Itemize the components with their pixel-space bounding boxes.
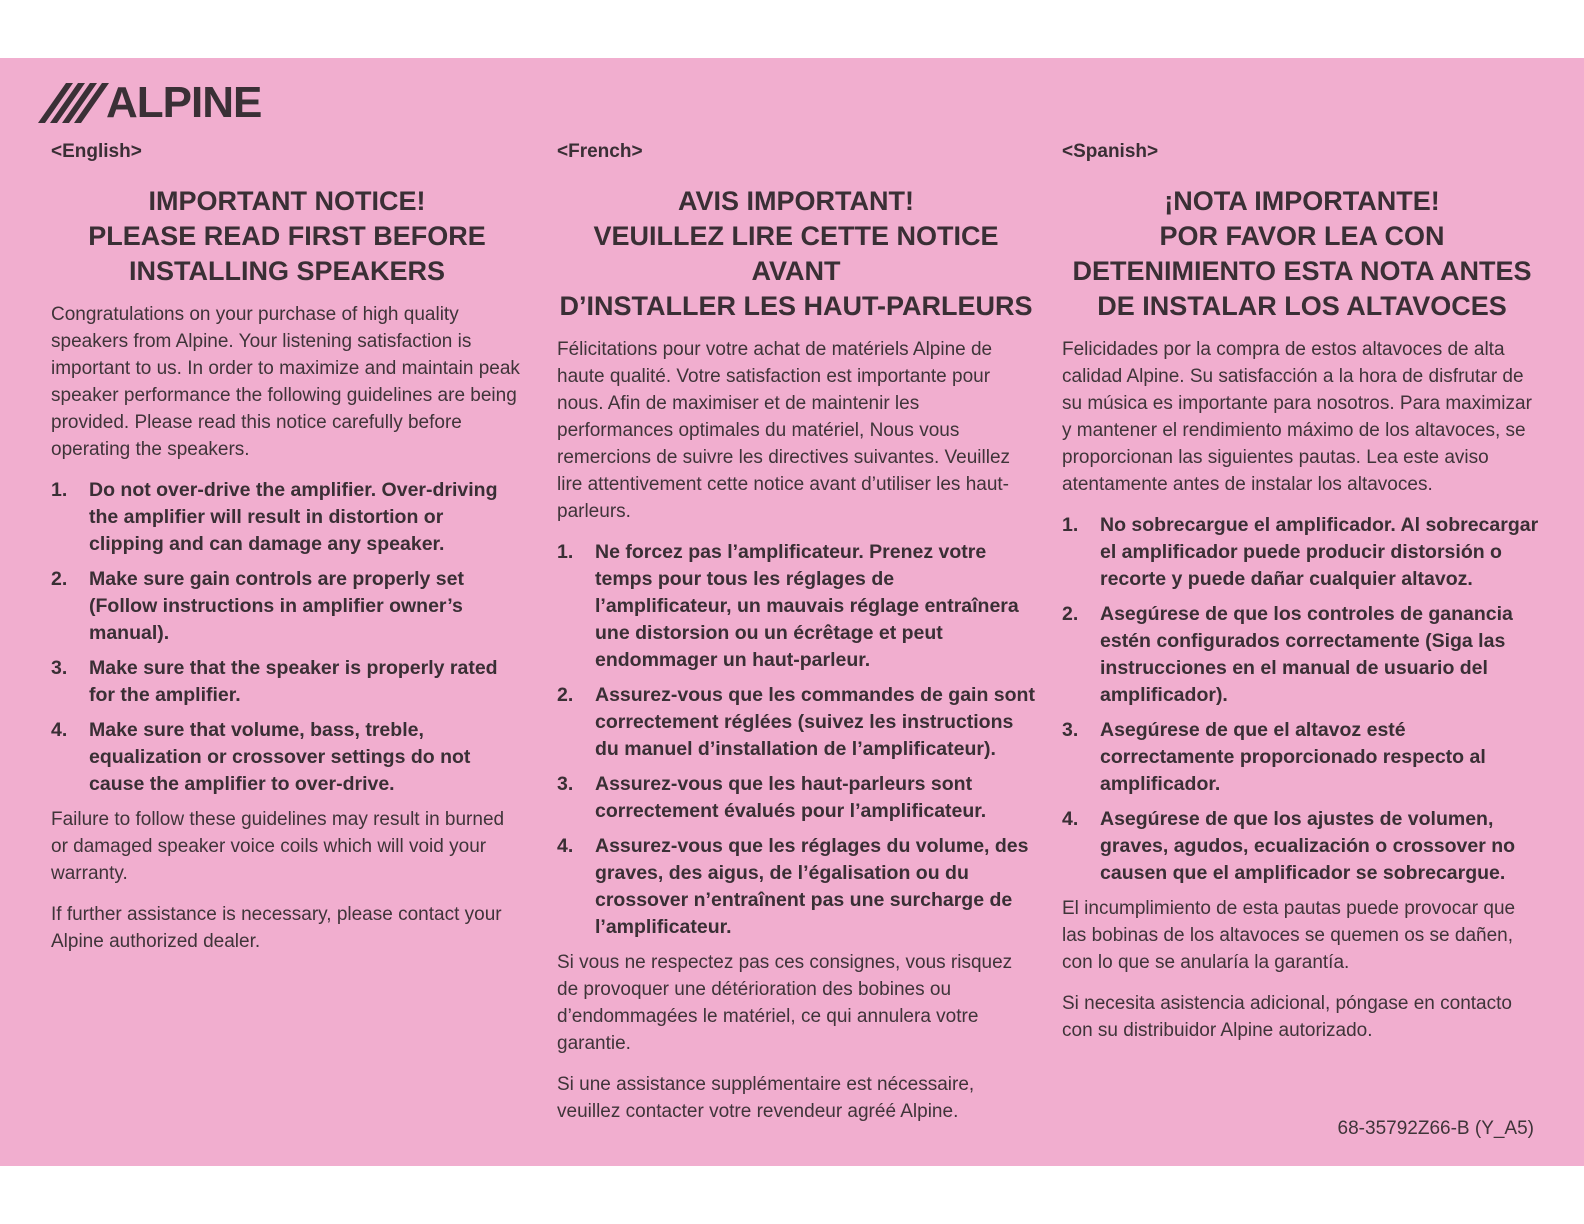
list-item: 3. Assurez-vous que les haut-parleurs sont correctement évalués pour l’amplificateur. <box>557 773 987 822</box>
list-item: 1. Do not over-drive the amplifier. Over-driving the amplifier will result in distortion or clipping and can damage any speaker. <box>51 479 498 555</box>
list-item: 3. Asegúrese de que el altavoz esté correctamente proporcionado respecto al amplificador. <box>1062 719 1486 795</box>
document-code: 68-35792Z66-B (Y_A5) <box>1337 1118 1534 1139</box>
heading-line: D’INSTALLER LES HAUT-PARLEURS <box>559 291 1033 321</box>
notice-heading <box>51 184 523 289</box>
guideline-list <box>557 539 1035 941</box>
contact-paragraph: Si necesita asistencia adicional, póngase en contacto con su distribuidor Alpine autorizado. <box>1062 993 1512 1041</box>
list-item: 3. Make sure that the speaker is properly rated for the amplifier. <box>51 657 498 706</box>
intro-paragraph: Congratulations on your purchase of high quality speakers from Alpine. Your listening satisfaction is important to us. In order to maximize and maintain peak speaker performance the following guidelines are being provided. Please read this notice carefully before operating the speakers. <box>51 304 520 460</box>
contact-paragraph: If further assistance is necessary, please contact your Alpine authorized dealer. <box>51 904 502 952</box>
heading-line: ¡NOTA IMPORTANTE! <box>1164 186 1440 216</box>
alpine-logo <box>52 80 261 126</box>
language-tag: <English> <box>51 141 142 162</box>
list-item: 2. Asegúrese de que los controles de ganancia estén configurados correctamente (Siga las instrucciones en el manual de usuario del amplificador). <box>1062 603 1513 706</box>
list-item: 4. Make sure that volume, bass, treble, equalization or crossover settings do not cause the amplifier to over-drive. <box>51 719 471 795</box>
intro-paragraph: Félicitations pour votre achat de matériels Alpine de haute qualité. Votre satisfaction est importante pour nous. Afin de maximiser et de maintenir les performances optimales du matériel, Nous vous remercions de suivre les directives suivantes. Veuillez lire attentivement cette notice avant d’utiliser les haut-parleurs. <box>557 339 1011 522</box>
heading-line: AVIS IMPORTANT! <box>678 186 914 216</box>
list-item: 2. Make sure gain controls are properly set (Follow instructions in amplifier owner’s manual). <box>51 568 464 644</box>
logo-stripes-icon <box>52 83 100 123</box>
warning-paragraph: Failure to follow these guidelines may result in burned or damaged speaker voice coils which will void your warranty. <box>51 809 505 884</box>
guideline-list <box>1062 512 1542 887</box>
heading-line: IMPORTANT NOTICE! <box>148 186 426 216</box>
heading-line: DE INSTALAR LOS ALTAVOCES <box>1097 291 1507 321</box>
list-item: 1. Ne forcez pas l’amplificateur. Prenez votre temps pour tous les réglages de l’amplificateur, un mauvais réglage entraînera une distorsion ou un écrêtage et peut endommager un haut-parleur. <box>557 541 1019 671</box>
warning-paragraph: El incumplimiento de esta pautas puede provocar que las bobinas de los altavoces se quemen os se dañen, con lo que se anularía la garantía. <box>1062 898 1516 973</box>
contact-paragraph: Si une assistance supplémentaire est nécessaire, veuillez contacter votre revendeur agréé Alpine. <box>557 1074 975 1122</box>
language-tag: <French> <box>557 141 643 162</box>
logo-wordmark: ALPINE <box>106 78 262 127</box>
heading-line: POR FAVOR LEA CON <box>1159 221 1445 251</box>
heading-line: PLEASE READ FIRST BEFORE <box>88 221 486 251</box>
spanish-column <box>1062 138 1542 1044</box>
list-item: 4. Asegúrese de que los ajustes de volumen, graves, agudos, ecualización o crossover no causen que el amplificador se sobrecargue. <box>1062 808 1516 884</box>
intro-paragraph: Felicidades por la compra de estos altavoces de alta calidad Alpine. Su satisfacción a la hora de disfrutar de su música es importante para nosotros. Para maximizar y mantener el rendimiento máximo de los altavoces, se proporcionan las siguientes pautas. Lea este aviso atentamente antes de instalar los altavoces. <box>1062 339 1532 495</box>
language-tag: <Spanish> <box>1062 141 1159 162</box>
french-column <box>557 138 1035 1125</box>
english-column <box>51 138 523 955</box>
list-item: 2. Assurez-vous que les commandes de gain sont correctement réglées (suivez les instructions du manuel d’installation de l’amplificateur). <box>557 684 1035 760</box>
guideline-list <box>51 477 523 798</box>
heading-line: DETENIMIENTO ESTA NOTA ANTES <box>1072 256 1532 286</box>
notice-heading <box>557 184 1035 324</box>
heading-line: VEUILLEZ LIRE CETTE NOTICE AVANT <box>593 221 999 286</box>
notice-heading <box>1062 184 1542 324</box>
warning-paragraph: Si vous ne respectez pas ces consignes, vous risquez de provoquer une détérioration des bobines ou d’endommagées le matériel, ce qui annulera votre garantie. <box>557 952 1013 1054</box>
list-item: 4. Assurez-vous que les réglages du volume, des graves, des aigus, de l’égalisation ou du crossover n’entraînent pas une surcharge de l’amplificateur. <box>557 835 1029 938</box>
heading-line: INSTALLING SPEAKERS <box>128 256 446 286</box>
list-item: 1. No sobrecargue el amplificador. Al sobrecargar el amplificador puede producir distorsión o recorte y puede dañar cualquier altavoz. <box>1062 514 1539 590</box>
